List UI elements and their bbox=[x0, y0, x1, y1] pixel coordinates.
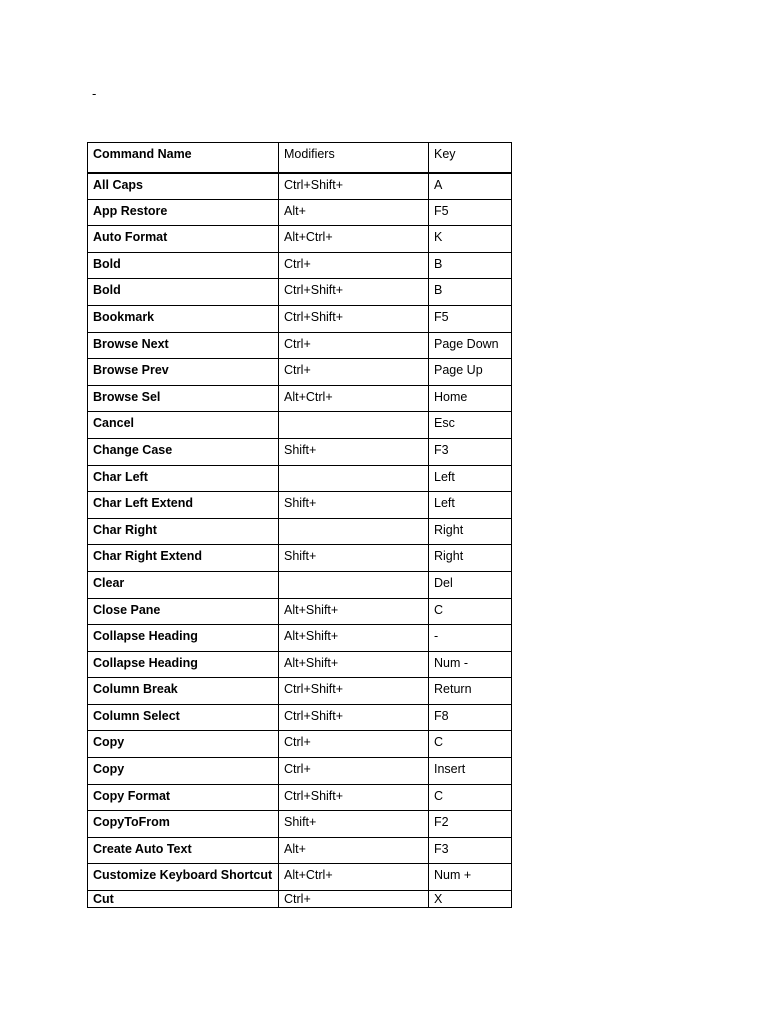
table-row bbox=[88, 199, 512, 226]
cell-key: Right bbox=[429, 545, 512, 572]
cell-key: Right bbox=[429, 518, 512, 545]
cell-modifiers: Ctrl+Shift+ bbox=[279, 173, 429, 200]
table-row bbox=[88, 811, 512, 838]
table-row bbox=[88, 891, 512, 908]
header-modifiers: Modifiers bbox=[279, 143, 429, 173]
cell-key: Left bbox=[429, 465, 512, 492]
cell-modifiers: Shift+ bbox=[279, 492, 429, 519]
cell-command-name: Browse Sel bbox=[88, 385, 279, 412]
cell-command-name: CopyToFrom bbox=[88, 811, 279, 838]
table-row bbox=[88, 545, 512, 572]
cell-key: F3 bbox=[429, 837, 512, 864]
cell-key: Del bbox=[429, 571, 512, 598]
cell-command-name: Char Left Extend bbox=[88, 492, 279, 519]
cell-modifiers: Ctrl+ bbox=[279, 332, 429, 359]
table-row bbox=[88, 173, 512, 200]
cell-modifiers: Ctrl+Shift+ bbox=[279, 279, 429, 306]
table-row bbox=[88, 226, 512, 253]
cell-key: C bbox=[429, 598, 512, 625]
cell-command-name: Cut bbox=[88, 891, 279, 908]
cell-modifiers: Alt+ bbox=[279, 199, 429, 226]
cell-command-name: Column Select bbox=[88, 704, 279, 731]
table-row bbox=[88, 784, 512, 811]
cell-modifiers: Shift+ bbox=[279, 811, 429, 838]
cell-key: B bbox=[429, 252, 512, 279]
cell-command-name: Collapse Heading bbox=[88, 651, 279, 678]
table-row bbox=[88, 279, 512, 306]
cell-modifiers: Ctrl+Shift+ bbox=[279, 704, 429, 731]
cell-command-name: Cancel bbox=[88, 412, 279, 439]
cell-modifiers: Ctrl+Shift+ bbox=[279, 678, 429, 705]
cell-command-name: All Caps bbox=[88, 173, 279, 200]
table-row bbox=[88, 571, 512, 598]
table-row bbox=[88, 598, 512, 625]
cell-command-name: App Restore bbox=[88, 199, 279, 226]
cell-modifiers: Ctrl+Shift+ bbox=[279, 305, 429, 332]
cell-command-name: Bold bbox=[88, 279, 279, 306]
cell-modifiers bbox=[279, 571, 429, 598]
cell-modifiers: Alt+Ctrl+ bbox=[279, 864, 429, 891]
cell-key: Page Down bbox=[429, 332, 512, 359]
cell-key: C bbox=[429, 784, 512, 811]
cell-command-name: Bold bbox=[88, 252, 279, 279]
cell-modifiers bbox=[279, 412, 429, 439]
cell-modifiers: Alt+ bbox=[279, 837, 429, 864]
shortcuts-table bbox=[87, 142, 512, 908]
table-row bbox=[88, 837, 512, 864]
page-marker: - bbox=[92, 86, 97, 101]
cell-command-name: Char Left bbox=[88, 465, 279, 492]
cell-modifiers: Ctrl+ bbox=[279, 758, 429, 785]
cell-key: F5 bbox=[429, 305, 512, 332]
cell-modifiers bbox=[279, 518, 429, 545]
cell-command-name: Customize Keyboard Shortcut bbox=[88, 864, 279, 891]
table-row bbox=[88, 332, 512, 359]
cell-command-name: Column Break bbox=[88, 678, 279, 705]
cell-command-name: Change Case bbox=[88, 438, 279, 465]
cell-key: F5 bbox=[429, 199, 512, 226]
cell-modifiers: Shift+ bbox=[279, 545, 429, 572]
cell-modifiers: Alt+Shift+ bbox=[279, 651, 429, 678]
cell-modifiers: Ctrl+ bbox=[279, 359, 429, 386]
table-row bbox=[88, 731, 512, 758]
shortcuts-table-body bbox=[88, 143, 512, 908]
table-row bbox=[88, 758, 512, 785]
header-command-name: Command Name bbox=[88, 143, 279, 173]
cell-key: Insert bbox=[429, 758, 512, 785]
cell-modifiers: Alt+Shift+ bbox=[279, 625, 429, 652]
cell-command-name: Browse Prev bbox=[88, 359, 279, 386]
cell-command-name: Bookmark bbox=[88, 305, 279, 332]
cell-modifiers: Ctrl+ bbox=[279, 891, 429, 908]
table-row bbox=[88, 678, 512, 705]
header-key: Key bbox=[429, 143, 512, 173]
cell-command-name: Browse Next bbox=[88, 332, 279, 359]
cell-command-name: Copy Format bbox=[88, 784, 279, 811]
table-row bbox=[88, 305, 512, 332]
table-row bbox=[88, 864, 512, 891]
table-row bbox=[88, 359, 512, 386]
cell-command-name: Char Right Extend bbox=[88, 545, 279, 572]
cell-key: Home bbox=[429, 385, 512, 412]
cell-command-name: Close Pane bbox=[88, 598, 279, 625]
cell-key: X bbox=[429, 891, 512, 908]
cell-modifiers: Ctrl+Shift+ bbox=[279, 784, 429, 811]
cell-command-name: Auto Format bbox=[88, 226, 279, 253]
cell-modifiers: Alt+Ctrl+ bbox=[279, 226, 429, 253]
table-row bbox=[88, 704, 512, 731]
cell-modifiers: Alt+Shift+ bbox=[279, 598, 429, 625]
cell-key: Left bbox=[429, 492, 512, 519]
cell-key: Num - bbox=[429, 651, 512, 678]
cell-modifiers: Shift+ bbox=[279, 438, 429, 465]
cell-key: Page Up bbox=[429, 359, 512, 386]
cell-command-name: Create Auto Text bbox=[88, 837, 279, 864]
table-row bbox=[88, 252, 512, 279]
table-row bbox=[88, 518, 512, 545]
cell-key: A bbox=[429, 173, 512, 200]
cell-modifiers: Ctrl+ bbox=[279, 252, 429, 279]
cell-key: C bbox=[429, 731, 512, 758]
table-row bbox=[88, 385, 512, 412]
cell-key: F8 bbox=[429, 704, 512, 731]
cell-command-name: Collapse Heading bbox=[88, 625, 279, 652]
table-row bbox=[88, 412, 512, 439]
table-row bbox=[88, 438, 512, 465]
cell-key: F2 bbox=[429, 811, 512, 838]
cell-key: K bbox=[429, 226, 512, 253]
table-row bbox=[88, 465, 512, 492]
cell-key: - bbox=[429, 625, 512, 652]
cell-key: Num + bbox=[429, 864, 512, 891]
table-row bbox=[88, 651, 512, 678]
cell-modifiers: Alt+Ctrl+ bbox=[279, 385, 429, 412]
cell-modifiers bbox=[279, 465, 429, 492]
cell-command-name: Char Right bbox=[88, 518, 279, 545]
cell-modifiers: Ctrl+ bbox=[279, 731, 429, 758]
table-row bbox=[88, 492, 512, 519]
cell-key: Return bbox=[429, 678, 512, 705]
cell-command-name: Copy bbox=[88, 758, 279, 785]
cell-key: F3 bbox=[429, 438, 512, 465]
table-row bbox=[88, 625, 512, 652]
cell-command-name: Copy bbox=[88, 731, 279, 758]
table-header-row bbox=[88, 143, 512, 173]
cell-command-name: Clear bbox=[88, 571, 279, 598]
cell-key: B bbox=[429, 279, 512, 306]
cell-key: Esc bbox=[429, 412, 512, 439]
